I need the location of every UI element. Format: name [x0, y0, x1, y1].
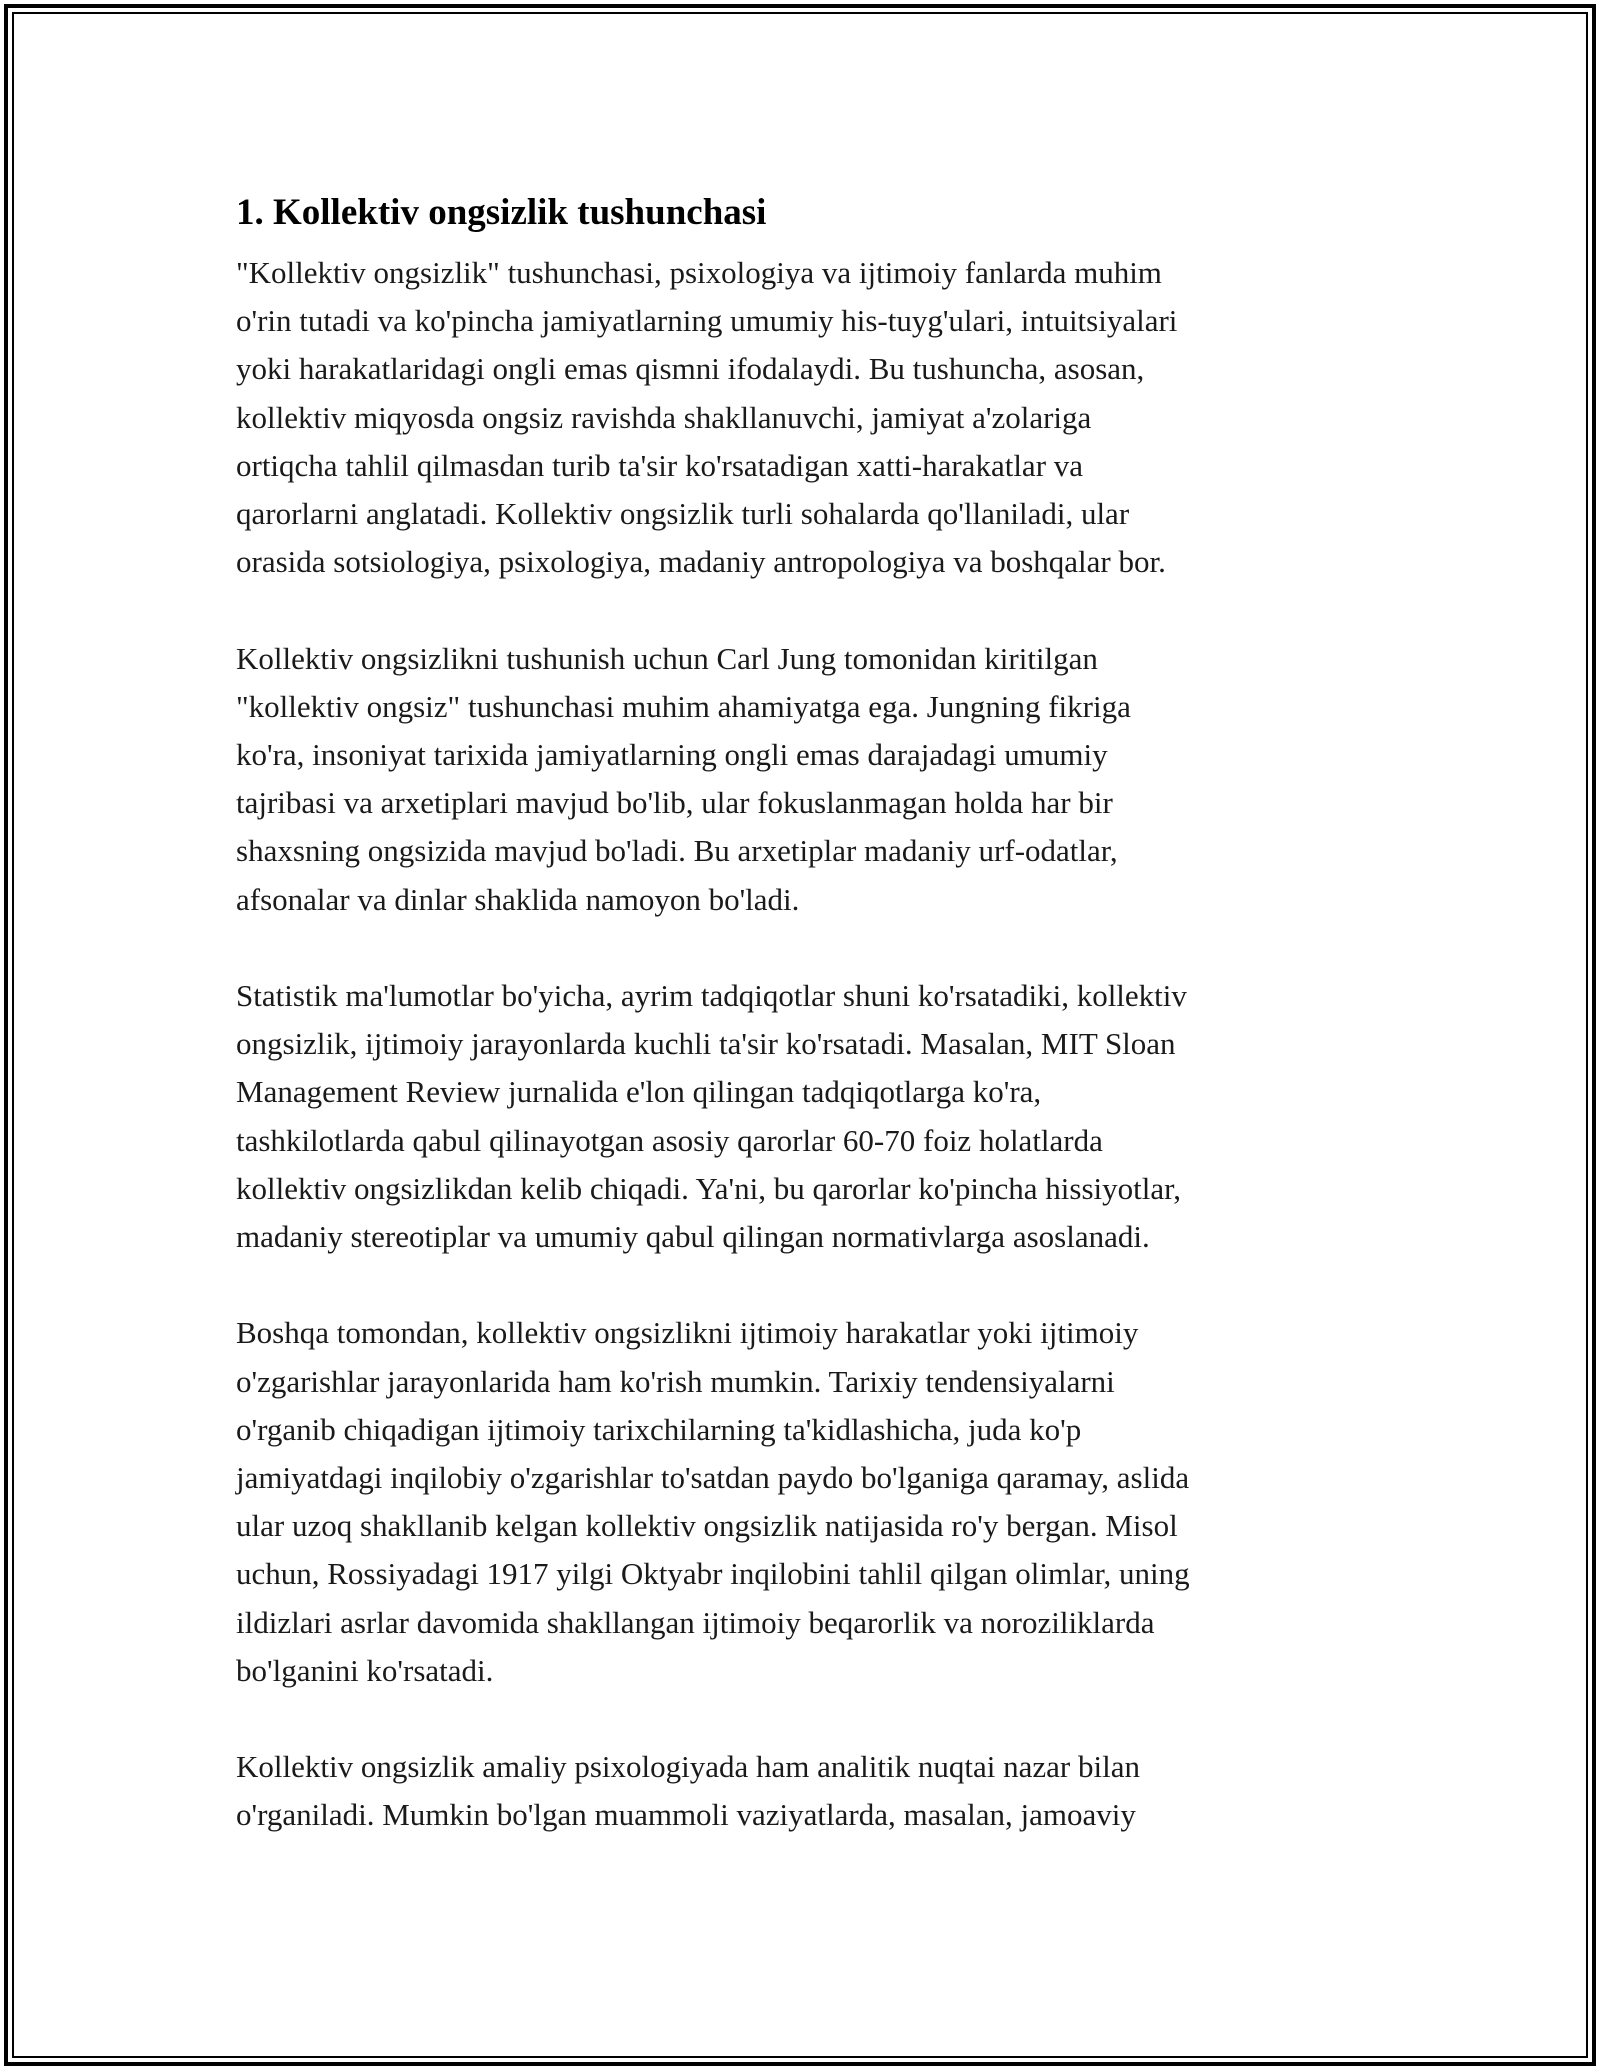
paragraph-2: Kollektiv ongsizlikni tushunish uchun Carl Jung tomonidan kiritilgan "kollektiv ongsiz" tushunchasi muhim ahamiyatga ega. Jungning fikriga ko'ra, insoniyat tarixida jamiyatlarning ongli emas darajadagi umumiy tajribasi va arxetiplari mavjud bo'lib, ular fokuslanmagan holda har bir shaxsning ongsizida mavjud bo'ladi. Bu arxetiplar madaniy urf-odatlar, afsonalar va dinlar shaklida namoyon bo'ladi.: [236, 640, 1131, 917]
paragraph-4: Boshqa tomondan, kollektiv ongsizlikni ijtimoiy harakatlar yoki ijtimoiy o'zgarishlar jarayonlarida ham ko'rish mumkin. Tarixiy tendensiyalarni o'rganib chiqadigan ijtimoiy tarixchilarning ta'kidlashicha, juda ko'p jamiyatdagi inqilobiy o'zgarishlar to'satdan paydo bo'lganiga qaramay, aslida ular uzoq shakllanib kelgan kollektiv ongsizlik natijasida ro'y bergan. Misol uchun, Rossiyadagi 1917 yilgi Oktyabr inqilobini tahlil qilgan olimlar, uning ildizlari asrlar davomida shakllangan ijtimoiy beqarorlik va noroziliklarda bo'lganini ko'rsatadi.: [236, 1315, 1190, 1688]
section-heading: 1. Kollektiv ongsizlik tushunchasi: [236, 192, 767, 233]
paragraph-1: "Kollektiv ongsizlik" tushunchasi, psixologiya va ijtimoiy fanlarda muhim o'rin tutadi va ko'pincha jamiyatlarning umumiy his-tuyg'ulari, intuitsiyalari yoki harakatlaridagi ongli emas qismni ifodalaydi. Bu tushuncha, asosan, kollektiv miqyosda ongsiz ravishda shakllanuvchi, jamiyat a'zolariga ortiqcha tahlil qilmasdan turib ta'sir ko'rsatadigan xatti-harakatlar va qarorlarni anglatadi. Kollektiv ongsizlik turli sohalarda qo'llaniladi, ular orasida sotsiologiya, psixologiya, madaniy antropologiya va boshqalar bor.: [236, 255, 1178, 580]
paragraph-5: Kollektiv ongsizlik amaliy psixologiyada ham analitik nuqtai nazar bilan o'rganiladi. Mumkin bo'lgan muammoli vaziyatlarda, masalan, jamoaviy: [236, 1749, 1140, 1833]
paragraph-3: Statistik ma'lumotlar bo'yicha, ayrim tadqiqotlar shuni ko'rsatadiki, kollektiv ongsizlik, ijtimoiy jarayonlarda kuchli ta'sir ko'rsatadi. Masalan, MIT Sloan Management Review jurnalida e'lon qilingan tadqiqotlarga ko'ra, tashkilotlarda qabul qilinayotgan asosiy qarorlar 60-70 foiz holatlarda kollektiv ongsizlikdan kelib chiqadi. Ya'ni, bu qarorlar ko'pincha hissiyotlar, madaniy stereotiplar va umumiy qabul qilingan normativlarga asoslanadi.: [236, 978, 1187, 1255]
document-body: [236, 183, 1386, 1888]
